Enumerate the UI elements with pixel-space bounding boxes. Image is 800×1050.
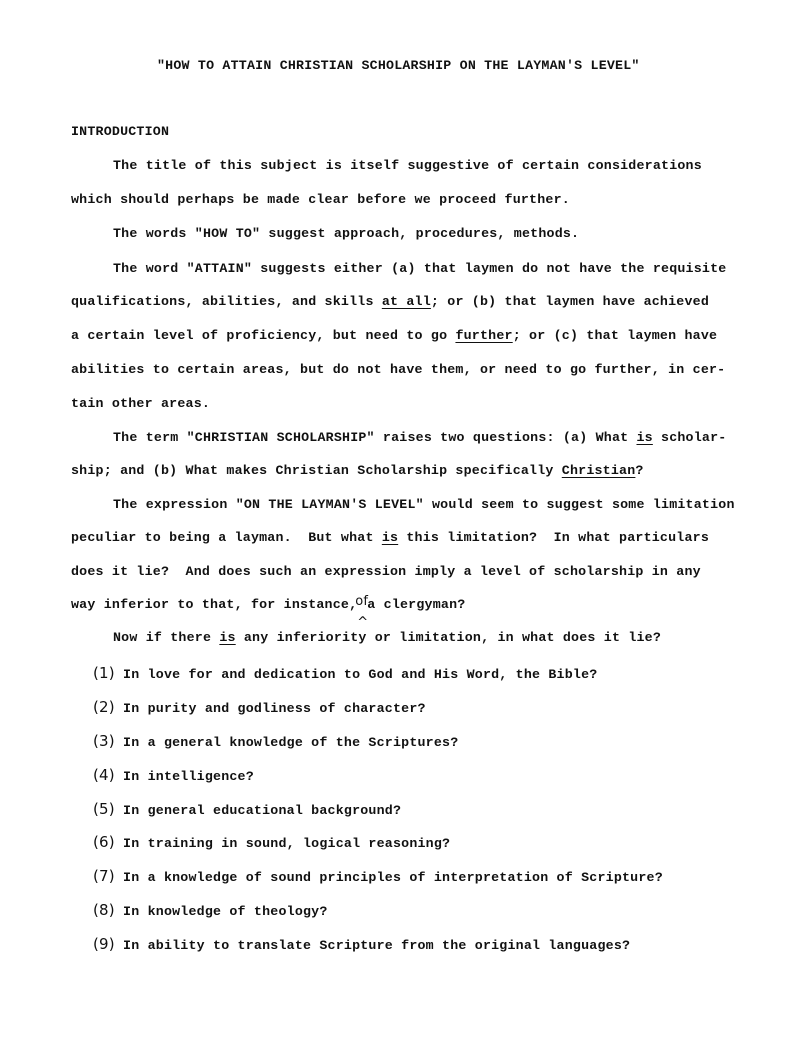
paragraph-3-line-4: abilities to certain areas, but do not have them, or need to go further, in cer- (71, 362, 726, 377)
text-segment: a certain level of proficiency, but need to go (71, 328, 456, 343)
text-segment: any inferiority or limitation, in what does it lie? (235, 630, 662, 645)
list-text: In general educational background? (123, 803, 402, 818)
text-segment: ship; and (b) What makes Christian Scholarship specifically (71, 463, 562, 478)
text-segment: way inferior to that, for instance, (71, 597, 358, 612)
paragraph-4-line-1 (113, 430, 726, 445)
list-text: In a general knowledge of the Scriptures? (123, 735, 459, 750)
list-item (93, 766, 254, 784)
paragraph-5-line-1: The expression "ON THE LAYMAN'S LEVEL" would seem to suggest some limitation (113, 497, 735, 512)
paragraph-1-line-2: which should perhaps be made clear before we proceed further. (71, 192, 570, 207)
text-segment: a clergyman? (367, 597, 466, 612)
text-segment: The term "CHRISTIAN SCHOLARSHIP" raises two questions: (a) What (113, 430, 637, 445)
list-text: In a knowledge of sound principles of interpretation of Scripture? (123, 870, 663, 885)
text-segment: peculiar to being a layman. But what (71, 530, 382, 545)
list-item (93, 901, 328, 919)
list-number: (6) (93, 833, 115, 851)
paragraph-5-line-4 (71, 594, 466, 630)
list-text: In ability to translate Scripture from the original languages? (123, 938, 631, 953)
insertion-text: of (355, 594, 369, 609)
caret-mark: ^ (357, 615, 369, 630)
list-item (93, 935, 630, 953)
underlined-text: Christian (561, 463, 636, 478)
paragraph-3-line-2 (71, 294, 709, 309)
list-number: (3) (93, 732, 115, 750)
list-number: (1) (93, 664, 115, 682)
list-number: (2) (93, 698, 115, 716)
paragraph-3-line-3 (71, 328, 717, 343)
list-text: In knowledge of theology? (123, 904, 328, 919)
list-item (93, 867, 663, 885)
text-segment: ; or (c) that laymen have (512, 328, 718, 343)
text-segment: this limitation? In what particulars (398, 530, 710, 545)
text-segment: Now if there (113, 630, 220, 645)
paragraph-3-line-1: The word "ATTAIN" suggests either (a) that laymen do not have the requisite (113, 261, 727, 276)
underlined-text: is (381, 530, 399, 545)
paragraph-6-line-1 (113, 630, 661, 645)
list-item (93, 698, 426, 716)
list-number: (5) (93, 800, 115, 818)
list-item (93, 664, 597, 682)
list-number: (7) (93, 867, 115, 885)
text-segment: ; or (b) that laymen have achieved (430, 294, 710, 309)
paragraph-5-line-3: does it lie? And does such an expression imply a level of scholarship in any (71, 564, 701, 579)
list-number: (9) (93, 935, 115, 953)
paragraph-5-line-2 (71, 530, 709, 545)
list-number: (4) (93, 766, 115, 784)
list-item (93, 732, 458, 750)
list-text: In love for and dedication to God and His Word, the Bible? (123, 667, 598, 682)
list-item (93, 800, 401, 818)
underlined-text: at all (381, 294, 431, 309)
text-segment: qualifications, abilities, and skills (71, 294, 382, 309)
paragraph-2-line-1: The words "HOW TO" suggest approach, procedures, methods. (113, 226, 580, 241)
underlined-text: is (636, 430, 653, 445)
underlined-text: further (455, 328, 513, 343)
list-number: (8) (93, 901, 115, 919)
text-segment: ? (635, 463, 644, 478)
paragraph-4-line-2 (71, 463, 644, 478)
underlined-text: is (219, 630, 236, 645)
section-heading: INTRODUCTION (71, 124, 170, 139)
list-text: In training in sound, logical reasoning? (123, 836, 451, 851)
text-segment: scholar- (652, 430, 727, 445)
list-text: In purity and godliness of character? (123, 701, 426, 716)
list-item (93, 833, 450, 851)
paragraph-1-line-1: The title of this subject is itself suggestive of certain considerations (113, 158, 702, 173)
list-text: In intelligence? (123, 769, 254, 784)
document-title: "HOW TO ATTAIN CHRISTIAN SCHOLARSHIP ON THE LAYMAN'S LEVEL" (157, 58, 640, 73)
paragraph-3-line-5: tain other areas. (71, 396, 211, 411)
